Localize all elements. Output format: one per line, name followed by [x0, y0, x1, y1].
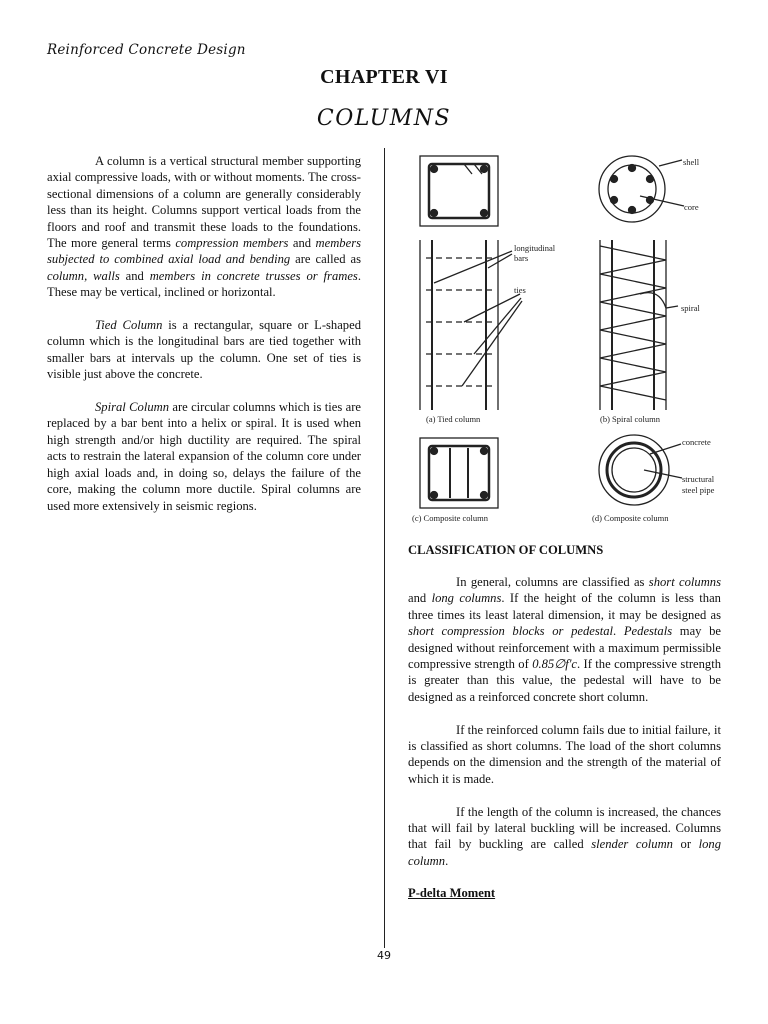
tied-column-section: [420, 156, 498, 226]
left-text-column: [47, 153, 361, 530]
text-run: If the length of the column is increased, the chances that will fail by lateral buckling will be increased. Columns that fail by buckling are called: [408, 804, 721, 852]
column-types-figure: [404, 148, 734, 532]
caption-tied-column: (a) Tied column: [426, 414, 481, 424]
italic-run: compression members: [175, 236, 289, 251]
italic-run: slender column: [591, 837, 673, 852]
label-steel-pipe: steel pipe: [682, 485, 715, 495]
text-run: . If the height of the column is less than three times its least lateral dimension, it may be designed as: [408, 591, 721, 622]
italic-run: short columns: [648, 575, 721, 589]
heading-p-delta: P-delta Moment: [408, 885, 496, 900]
right-text-column: [408, 543, 721, 901]
page-number: 49: [377, 949, 391, 962]
label-core: core: [684, 202, 699, 212]
italic-run: members subjected to combined axial load and bending: [47, 236, 361, 267]
paragraph-tied-column: [47, 317, 361, 383]
text-run: may be designed without reinforcement with a maximum permissible compressive strength of: [408, 624, 722, 672]
chapter-title: CHAPTER VI: [320, 66, 448, 88]
italic-run: short compression blocks or pedestal: [408, 624, 614, 639]
caption-spiral-column: (b) Spiral column: [600, 414, 660, 424]
composite-column-pipe: [599, 435, 682, 505]
text-run: In general, columns are classified as: [456, 575, 649, 589]
paragraph-column-definition: [47, 153, 361, 301]
text-run: .: [445, 853, 449, 868]
italic-run: long column: [408, 837, 722, 868]
caption-composite-column-c: (c) Composite column: [412, 513, 489, 523]
italic-run: Spiral Column: [95, 400, 170, 415]
text-run: and: [119, 268, 150, 283]
paragraph-classification: [408, 574, 721, 705]
italic-run: members in concrete trusses or frames: [149, 268, 358, 283]
text-run: . If the compressive strength is greater than this value, the pedestal will have to be designed as a reinforced concrete short column.: [408, 657, 721, 704]
paragraph-short-columns: [408, 722, 721, 788]
text-run: . These may be vertical, inclined or horizontal.: [47, 268, 361, 300]
label-spiral: spiral: [681, 303, 700, 313]
text-run: .: [613, 624, 624, 639]
text-run: is a rectangular, square or L-shaped column which is the longitudinal bars are tied together with smaller bars at intervals up the column. One set of ties is visible just above the concrete.: [47, 318, 361, 382]
label-longitudinal: longitudinal: [514, 243, 556, 253]
italic-run: long columns: [431, 591, 502, 606]
text-run: and: [288, 236, 316, 251]
label-concrete: concrete: [682, 437, 711, 447]
italic-run: Pedestals: [623, 624, 673, 639]
chapter-subtitle: COLUMNS: [316, 106, 452, 131]
label-bars: bars: [514, 253, 529, 263]
text-run: are circular columns which is ties are replaced by a bar bent into a helix or spiral. It is used when high strength and/or high ductility are required. The spiral acts to restrain the lateral expansion of the column core under high axial loads and, in doing so, delays the failure of the core, making the column more ductile. Spiral columns are used more extensively in seismic regions.: [47, 400, 361, 513]
column-divider: [384, 148, 385, 948]
label-structural: structural: [682, 474, 715, 484]
spiral-column-section: [599, 156, 684, 222]
text-run: A column is a vertical structural member supporting axial compressive loads, with or without moments. The cross-sectional dimensions of a column are generally considerably less than its height. Columns support vertical loads from the floors and roof and transmit these loads to the foundations. The more general terms: [47, 154, 361, 251]
italic-run: 0.85∅f'c: [532, 657, 577, 672]
paragraph-spiral-column: [47, 399, 361, 514]
composite-column-tied: [420, 438, 498, 508]
text-run: are called as: [290, 252, 362, 267]
text-run: or: [672, 837, 699, 852]
spiral-column-elevation: [600, 240, 678, 410]
label-shell: shell: [683, 157, 700, 167]
italic-run: column, walls: [47, 268, 120, 283]
caption-composite-column-d: (d) Composite column: [592, 513, 669, 523]
paragraph-long-columns: [408, 804, 721, 870]
heading-classification: CLASSIFICATION OF COLUMNS: [408, 543, 604, 557]
italic-run: Tied Column: [95, 318, 163, 333]
tied-column-elevation: [420, 240, 522, 410]
text-run: If the reinforced column fails due to initial failure, it is classified as short columns. The load of the short columns depends on the dimension and the strength of the material of which it is made.: [408, 722, 721, 786]
running-head: Reinforced Concrete Design: [47, 42, 246, 58]
text-run: and: [408, 591, 432, 606]
label-ties: ties: [514, 285, 526, 295]
